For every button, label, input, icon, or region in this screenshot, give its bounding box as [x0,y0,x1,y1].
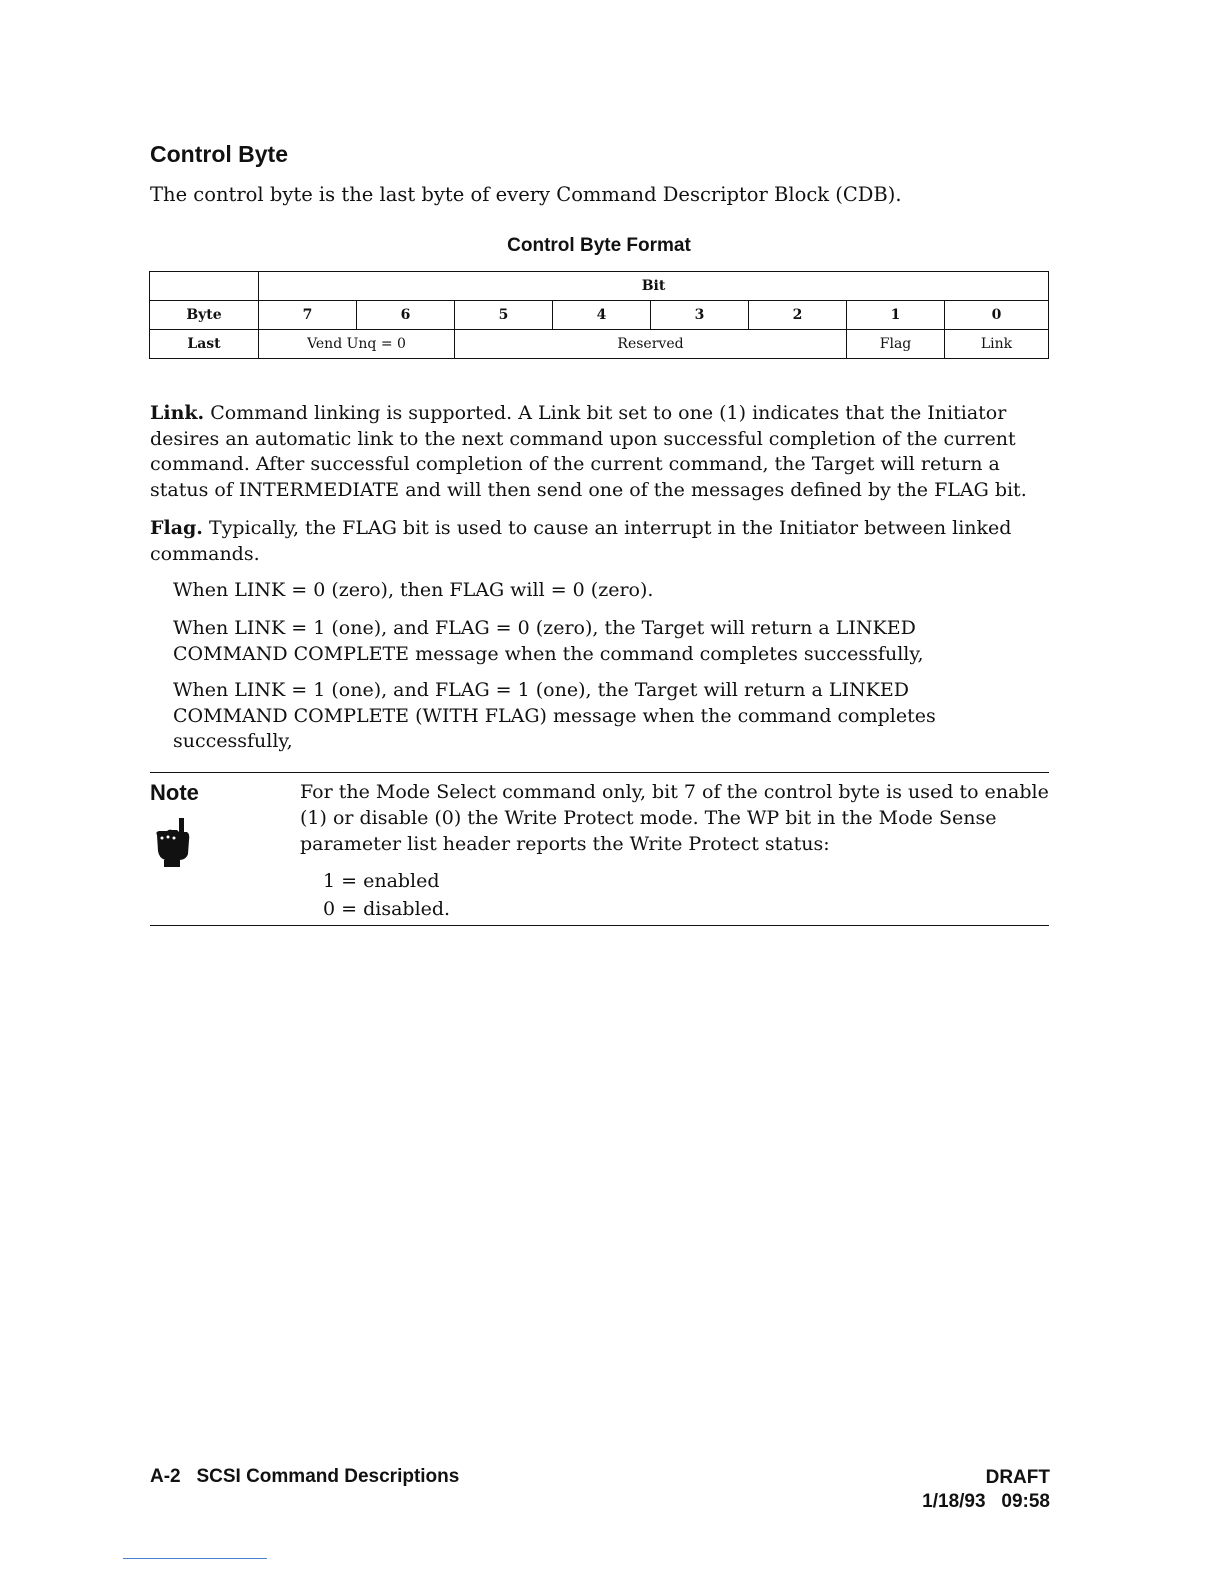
table-row-last [150,330,1049,359]
flag-cell: Flag [847,330,945,359]
case-3: When LINK = 1 (one), and FLAG = 1 (one), the Target will return a LINKED COMMAND COMPLETE (WITH FLAG) message when the command completes successfully, [173,679,936,752]
bit-7: 7 [259,301,357,330]
table-header-row [150,272,1049,301]
table-row-byte [150,301,1049,330]
bit-6: 6 [357,301,455,330]
draft-label: DRAFT [985,1467,1050,1488]
vend-unq-cell: Vend Unq = 0 [259,330,455,359]
footer-page-title: A-2 SCSI Command Descriptions [150,1466,460,1487]
link-text: Command linking is supported. A Link bit set to one (1) indicates that the Initiator desires an automatic link to the next command upon successful completion of the current command. After successful completion of the current command, the Target will return a status of INTERMEDIATE and will then send one of the messages defined by the FLAG bit. [150,402,1027,501]
note-value-enabled: 1 = enabled [323,870,440,892]
pointing-hand-icon [153,818,193,868]
bottom-link-underline [123,1558,267,1559]
note-label: Note [150,780,199,805]
intro-paragraph: The control byte is the last byte of every Command Descriptor Block (CDB). [150,183,902,206]
footer-datetime: 1/18/93 09:58 [922,1491,1050,1512]
bit-3: 3 [651,301,749,330]
flag-paragraph [150,516,1050,567]
link-term: Link. [150,402,205,424]
case-1: When LINK = 0 (zero), then FLAG will = 0 (zero). [173,579,654,601]
note-value-disabled: 0 = disabled. [323,898,451,920]
note-top-rule [150,772,1049,773]
table-corner-cell [150,272,259,301]
table-title: Control Byte Format [507,235,691,256]
bit-2: 2 [749,301,847,330]
reserved-cell: Reserved [455,330,847,359]
note-bottom-rule [150,925,1049,926]
note-values [323,867,450,923]
link-paragraph [150,401,1050,503]
link-cell: Link [945,330,1049,359]
bit-0: 0 [945,301,1049,330]
bit-4: 4 [553,301,651,330]
footer-right [800,1466,1050,1514]
flag-term: Flag. [150,517,203,539]
control-byte-table [149,271,1049,359]
byte-label: Byte [150,301,259,330]
bit-5: 5 [455,301,553,330]
case-2: When LINK = 1 (one), and FLAG = 0 (zero), the Target will return a LINKED COMMAND COMPLETE message when the command completes successfully, [173,617,924,665]
last-label: Last [150,330,259,359]
bit-1: 1 [847,301,945,330]
section-title: Control Byte [150,141,288,167]
bit-header: Bit [259,272,1049,301]
note-text: For the Mode Select command only, bit 7 of the control byte is used to enable (1) or disable (0) the Write Protect mode. The WP bit in the Mode Sense parameter list header reports the Write Protect status: [300,781,1049,855]
flag-text: Typically, the FLAG bit is used to cause an interrupt in the Initiator between linked commands. [150,517,1012,565]
